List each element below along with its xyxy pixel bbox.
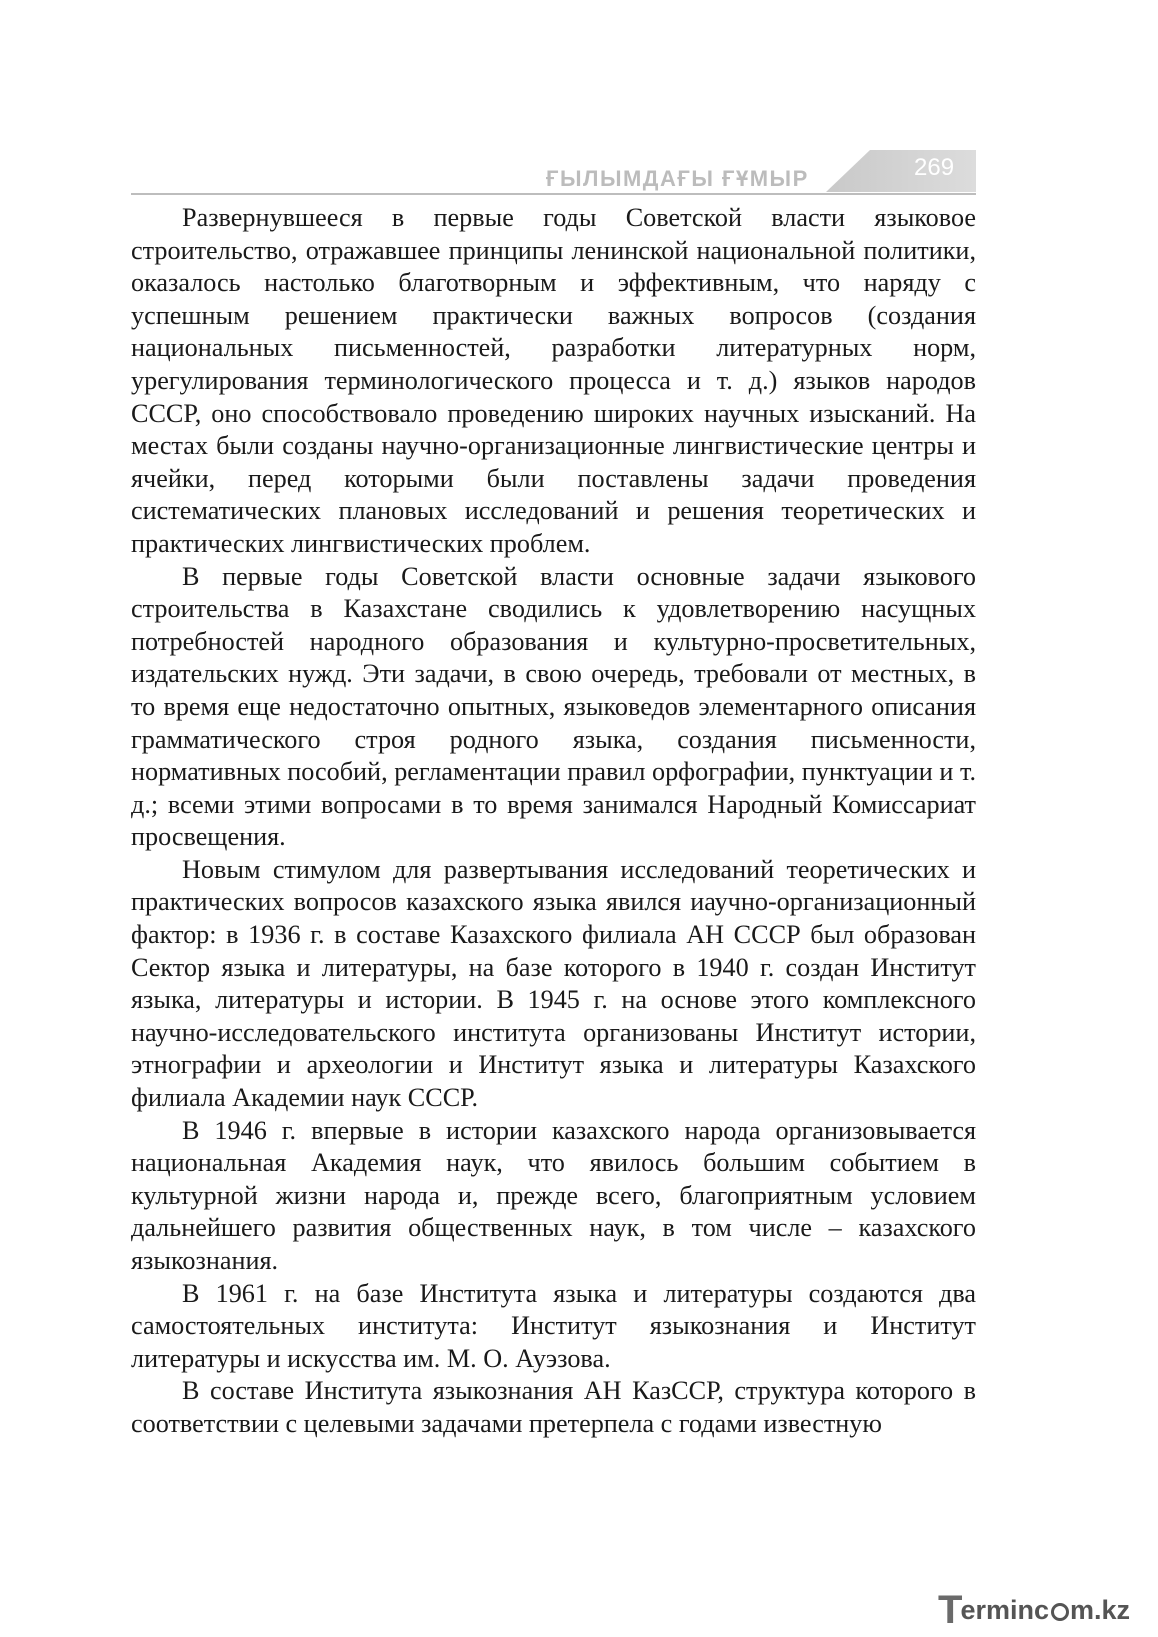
watermark-text-start: erminc — [960, 1594, 1049, 1625]
body-text — [131, 202, 976, 1441]
paragraph: Новым стимулом для развертывания исследований теоретических и практических вопросов казахского языка явился иаучно-организационный фактор: в 1936 г. в составе Казахского филиала АН СССР был образован Сектор языка и литературы, на базе которого в 1940 г. создан Институт языка, литературы и истории. В 1945 г. на основе этого комплексного научно-исследовательского института организованы Институт истории, этнографии и археологии и Институт языка и литературы Казахского филиала Академии наук СССР. — [131, 854, 976, 1113]
paragraph: Развернувшееся в первые годы Советской власти языковое строительство, отражавшее принципы ленинской национальной политики, оказалось настолько благотворным и эффективным, что наряду с успешным решением практически важных вопросов (создания национальных письменностей, разработки литературных норм, урегулирования терминологического процесса и т. д.) языков народов СССР, оно способствовало проведению широких научных изысканий. На местах были созданы научно-организационные лингвистические центры и ячейки, перед которыми были поставлены задачи проведения систематических плановых исследований и решения теоретических и практических лингвистических проблем. — [131, 203, 976, 558]
watermark-text-end: m.kz — [1069, 1594, 1131, 1625]
paragraph: В 1961 г. на базе Института языка и литературы создаются два самостоятельных института: Институт языкознания и Институт литературы и искусства им. М. О. Ауэзова. — [131, 1278, 976, 1373]
paragraph: В 1946 г. впервые в истории казахского народа организовывается национальная Академия наук, что явилось большим событием в культурной жизни народа и, прежде всего, благоприятным условием дальнейшего развития общественных наук, в том числе – казахского языкознания. — [131, 1115, 976, 1275]
paragraph: В составе Института языкознания АН КазССР, структура которого в соответствии с целевыми задачами претерпела с годами известную — [131, 1376, 976, 1438]
header-rule — [131, 193, 976, 195]
watermark-t: T — [938, 1587, 963, 1632]
running-title: ҒЫЛЫМДАҒЫ ҒҰМЫР — [546, 166, 809, 191]
page-number: 269 — [914, 154, 955, 181]
page-header — [0, 0, 1158, 200]
paragraph: В первые годы Советской власти основные задачи языкового строительства в Казахстане сводились к удовлетворению насущных потребностей народного образования и культурно-просветительных, издательских нужд. Эти задачи, в свою очередь, требовали от местных, в то время еще недостаточно опытных, языковедов элементарного описания грамматического строя родного языка, создания письменности, нормативных пособий, регламентации правил орфографии, пунктуации и т. д.; всеми этими вопросами в то время занимался Народный Комиссариат просвещения. — [131, 561, 976, 852]
magnifier-icon — [1051, 1603, 1069, 1621]
site-watermark — [938, 1587, 1131, 1632]
